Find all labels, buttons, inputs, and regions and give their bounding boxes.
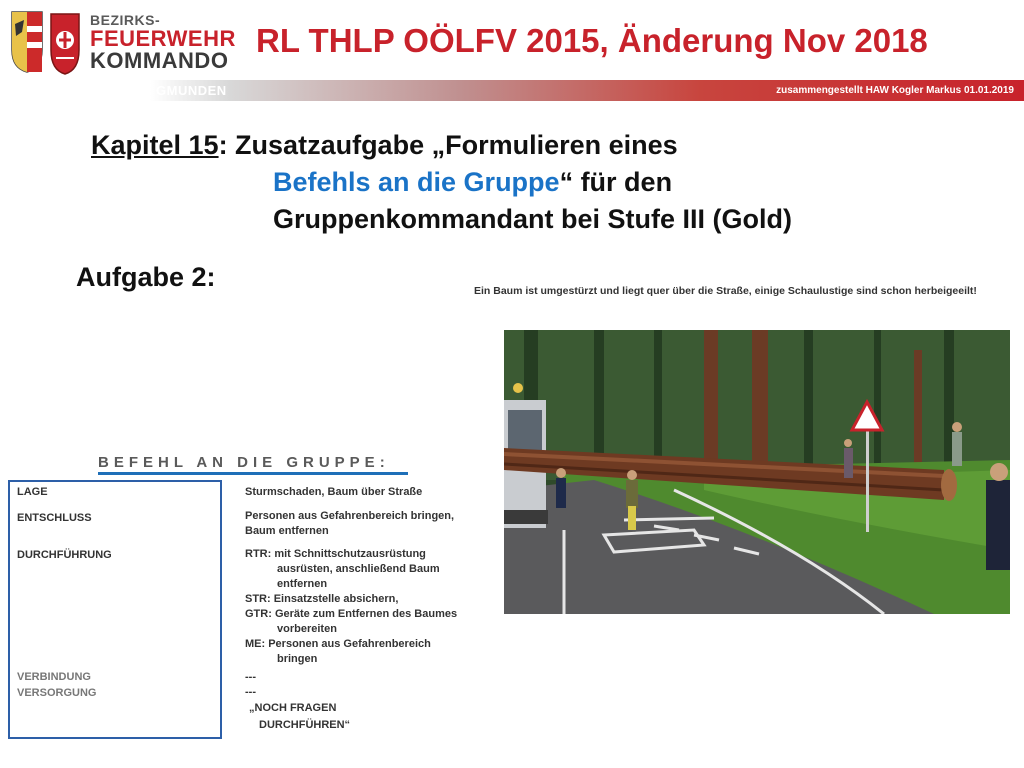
- label-versorgung: VERSORGUNG: [17, 687, 97, 699]
- value-entschluss: [245, 509, 454, 539]
- value-closing: [245, 701, 350, 733]
- value-lage: Sturmschaden, Baum über Straße: [245, 486, 423, 498]
- chapter-label: Kapitel 15: [91, 130, 219, 160]
- chapter-text-blue: Befehls an die Gruppe: [273, 167, 560, 197]
- task-label: Aufgabe 2:: [76, 262, 216, 292]
- value-rtr-3: entfernen: [277, 578, 328, 590]
- order-labels-box: [8, 480, 222, 739]
- photo-caption: Ein Baum ist umgestürzt und liegt quer über die Straße, einige Schaulustige sind schon herbeigeeilt!: [474, 285, 977, 297]
- value-closing-1: „NOCH FRAGEN: [249, 702, 337, 714]
- value-entschluss-1: Personen aus Gefahrenbereich bringen,: [245, 510, 455, 522]
- label-durchfuehrung: DURCHFÜHRUNG: [17, 549, 112, 561]
- value-durchfuehrung: [245, 547, 457, 667]
- order-title: [98, 454, 408, 475]
- order-title-underline: [98, 472, 408, 475]
- label-verbindung: VERBINDUNG: [17, 671, 91, 683]
- order-title-text: BEFEHL AN DIE GRUPPE:: [98, 454, 390, 471]
- fallen-tree-photo: [504, 330, 1010, 614]
- value-me-1: ME: Personen aus Gefahrenbereich: [245, 638, 431, 650]
- value-me-2: bringen: [277, 653, 318, 665]
- value-gtr-2: vorbereiten: [277, 623, 337, 635]
- chapter-text-a: : Zusatzaufgabe „Formulieren eines: [218, 130, 678, 160]
- author-credit: zusammengestellt HAW Kogler Markus 01.01.2019: [776, 85, 1014, 96]
- upper-austria-crest-icon: [10, 10, 44, 74]
- value-verbindung: ---: [245, 671, 256, 683]
- org-name: [90, 12, 236, 72]
- label-lage: LAGE: [17, 486, 48, 498]
- org-line1: BEZIRKS-: [90, 12, 161, 28]
- value-rtr-2: ausrüsten, anschließend Baum: [277, 563, 440, 575]
- value-str: STR: Einsatzstelle absichern,: [245, 593, 399, 605]
- chapter-line2: [91, 164, 792, 201]
- fire-brigade-emblem-icon: [48, 10, 82, 76]
- label-entschluss: ENTSCHLUSS: [17, 512, 92, 524]
- header-band: [0, 80, 1024, 101]
- chapter-heading: [91, 127, 792, 238]
- value-gtr-1: GTR: Geräte zum Entfernen des Baumes: [245, 608, 458, 620]
- org-line3: KOMMANDO: [90, 48, 229, 73]
- value-rtr-1: RTR: mit Schnittschutzausrüstung: [245, 548, 426, 560]
- value-closing-2: DURCHFÜHREN“: [259, 719, 351, 731]
- district-label: GMUNDEN: [156, 83, 227, 98]
- value-entschluss-2: Baum entfernen: [245, 525, 329, 537]
- value-versorgung: ---: [245, 686, 256, 698]
- chapter-text-b: “ für den: [559, 167, 673, 197]
- page-title: RL THLP OÖLFV 2015, Änderung Nov 2018: [256, 22, 928, 59]
- org-line2: FEUERWEHR: [90, 26, 236, 51]
- chapter-text-c: Gruppenkommandant bei Stufe III (Gold): [273, 204, 793, 234]
